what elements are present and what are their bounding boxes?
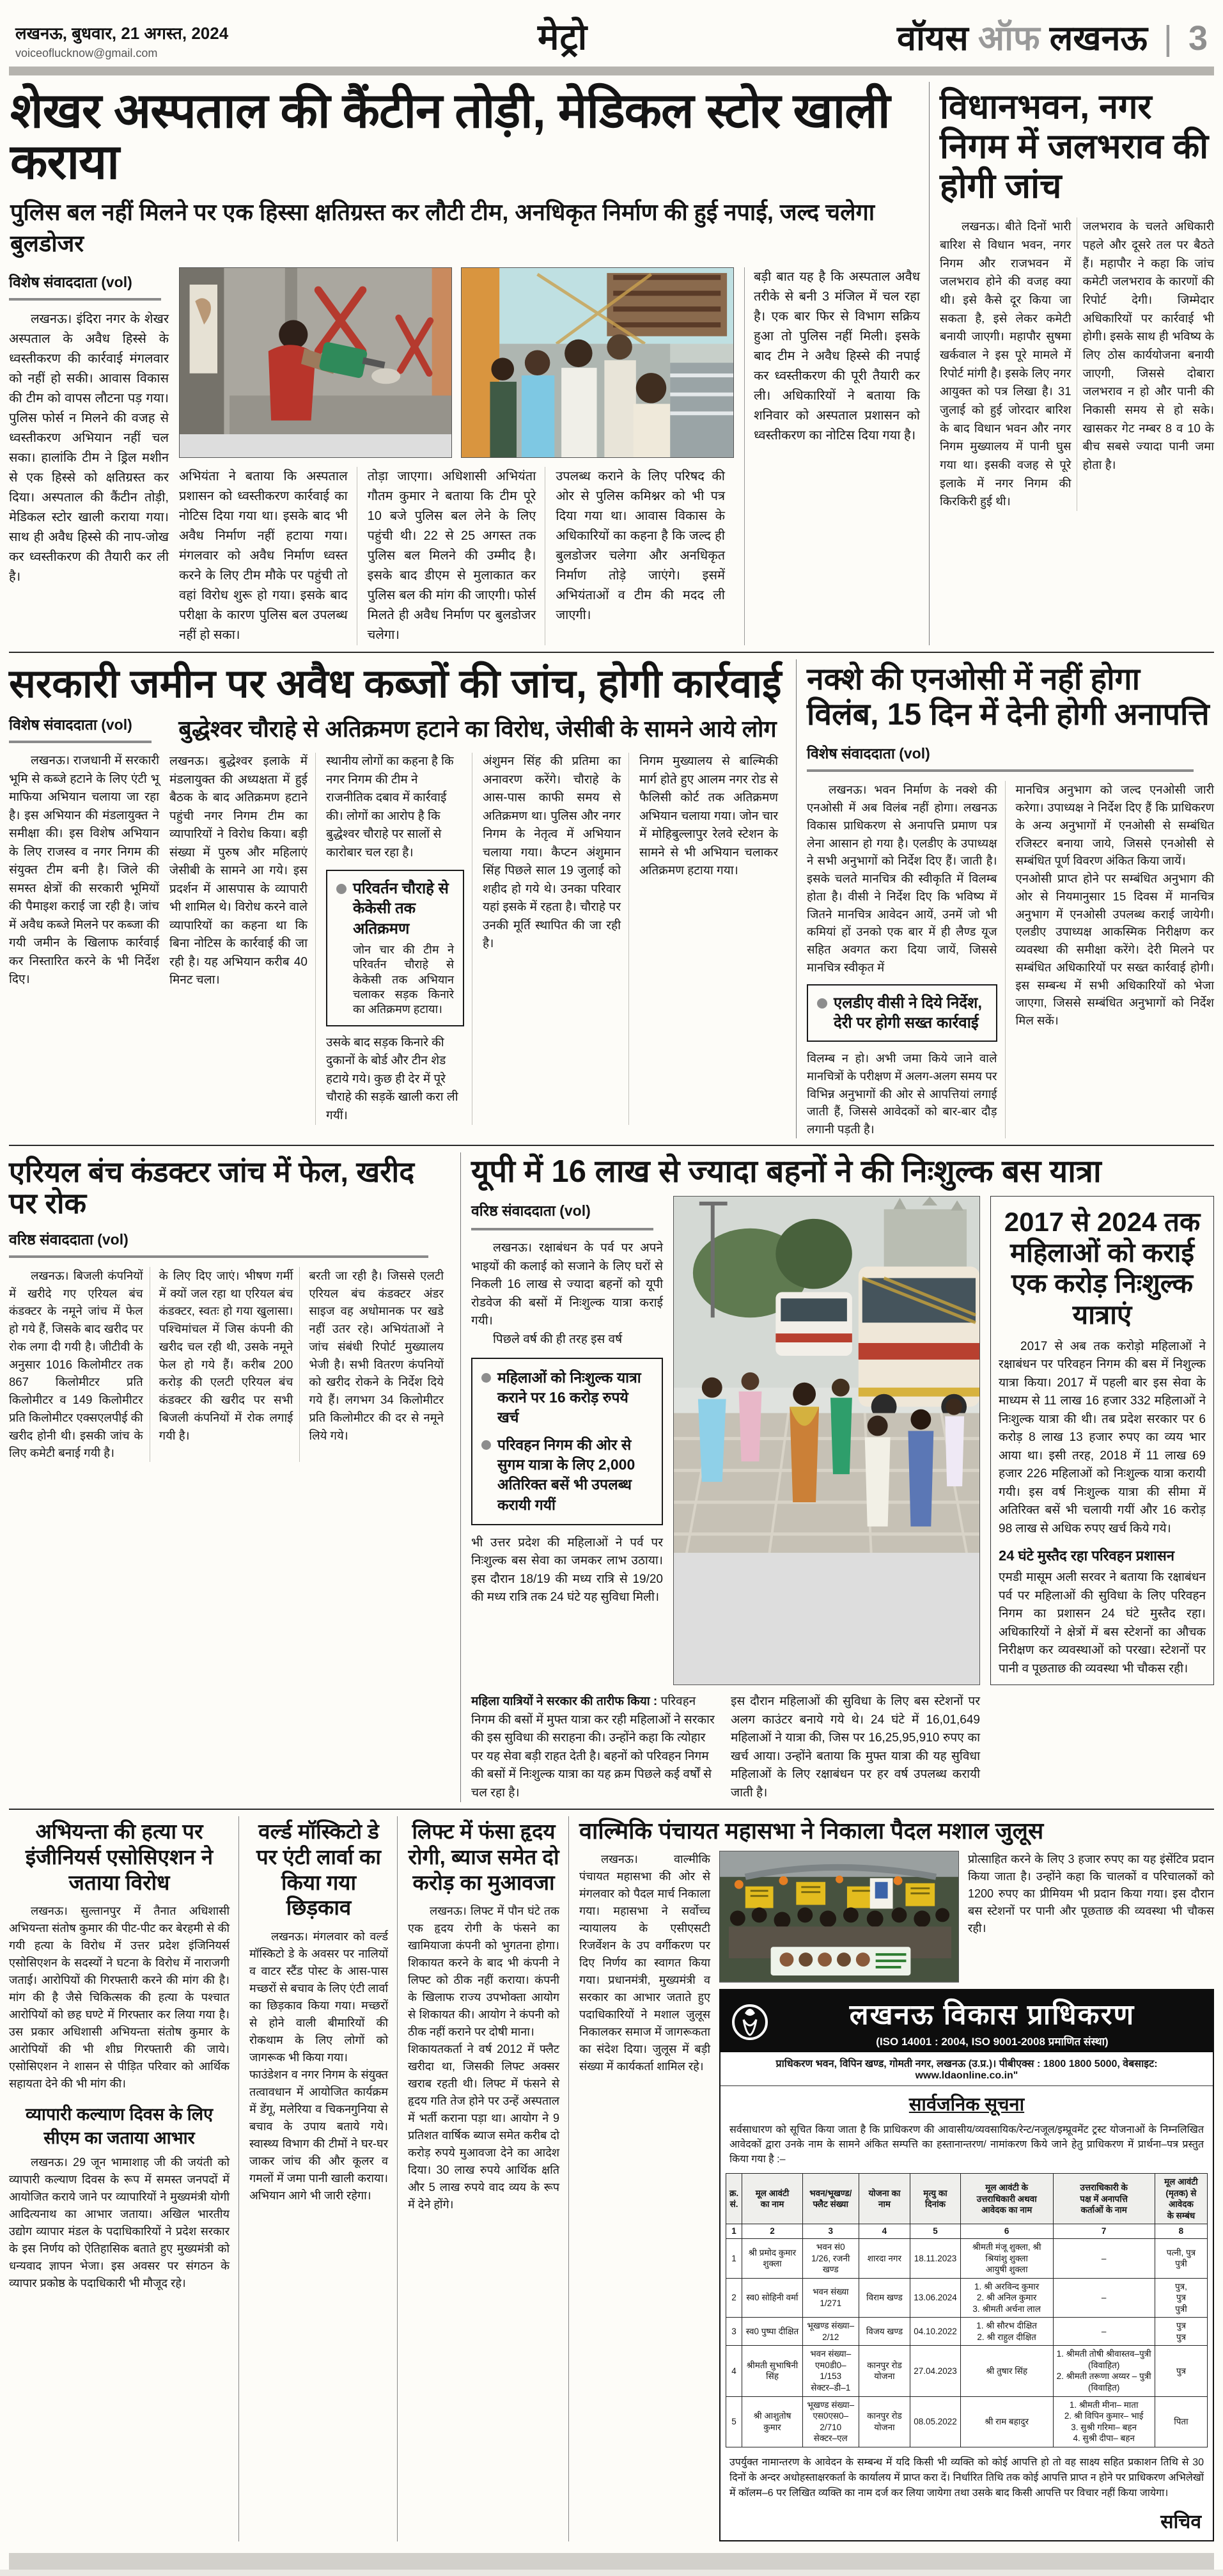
table-header-cell: भवन/भूखण्ड/ फ्लैट संख्या bbox=[802, 2174, 859, 2224]
table-cell: विजय खण्ड bbox=[859, 2318, 910, 2346]
article-column bbox=[326, 753, 472, 1125]
bullet-item bbox=[481, 1368, 653, 1427]
body-text: तोड़ा जाएगा। अधिशासी अभियंता गौतम कुमार ने बताया कि टीम पूरे 10 बजे पुलिस बल लेने के लिए पहुंची थी। 22 से 25 अगस्त तक पुलिस बल मिलने की उम्मीद है। इसके बाद डीएम से मुलाकात कर पुलिस बल की मांग की जाएगी। फोर्स मिलते ही अवैध निर्माण पर बुलडोजर चलेगा। bbox=[368, 467, 546, 645]
subhead: बुद्धेश्वर चौराहे से अतिक्रमण हटाने का विरोध, जेसीबी के सामने आये लोग bbox=[178, 716, 777, 742]
body-text: लखनऊ। इंदिरा नगर के शेखर अस्पताल के अवैध हिस्से के ध्वस्तीकरण की कार्रवाई मंगलवार को नहीं हो सकी। आवास विकास की टीम को वापस लौटना पड़ गया। पुलिस फोर्स न मिलने की वजह से ध्वस्तीकरण अभियान नहीं चल सका। हालांकि टीम ने ड्रिल मशीन से एक हिस्से को क्षतिग्रस्त कर दिया। अस्पताल की कैंटीन तोड़ी, मेडिकल स्टोर खाली कराया गया। साथ ही अवैध हिस्से की नाप-जोख कर ध्वस्तीकरण की तैयारी कर ली है। bbox=[9, 311, 169, 584]
lda-iso-line: (ISO 14001 : 2004, ISO 9001-2008 प्रमाणित संस्था) bbox=[876, 2035, 1109, 2048]
box-subhead: 24 घंटे मुस्तैद रहा परिवहन प्रशासन bbox=[999, 1548, 1175, 1564]
table-cell: श्री राम बहादुर bbox=[960, 2396, 1053, 2447]
lda-table bbox=[726, 2173, 1208, 2447]
section-divider bbox=[9, 652, 1214, 653]
table-cell: स्व0 सोहिनी वर्मा bbox=[742, 2278, 803, 2318]
free-rides-box bbox=[990, 1196, 1214, 1686]
body-text: लखनऊ। बिजली कंपनियों में खरीदे गए एरियल बंच कंडक्टर के नमूने जांच में फेल हो गये हैं, जिसके बाद खरीद पर रोक लगा दी गयी है। जीटीवी के अनुसार 1016 किलोमीटर तक 867 किलोमीटर प्रति किलोमीटर व 149 किलोमीटर प्रति किलोमीटर एक्सएलपीई की खरीद होनी थी। इसकी जांच के लिए कमेटी बनाई गयी है। bbox=[9, 1267, 150, 1462]
masthead-divider: | bbox=[1163, 19, 1172, 58]
notice-title: सार्वजनिक सूचना bbox=[908, 2094, 1025, 2115]
byline-rule bbox=[9, 1255, 428, 1258]
table-number-cell: 5 bbox=[910, 2224, 961, 2239]
body-text: परिवहन निगम की बसों में मुफ्त यात्रा कर रही महिलाओं ने सरकार की इस सुविधा की सराहना की। उन्होंने कहा कि त्योहार पर यह सेवा बड़ी राहत देती है। बहनों को परिवहन निगम की बसों में निःशुल्क यात्रा का यह क्रम पिछले कई वर्षों से चल रहा है। bbox=[471, 1695, 715, 1800]
body-text: निगम मुख्यालय से बाल्मिकी मार्ग होते हुए आलम नगर रोड से फैलिसी कोर्ट तक अतिक्रमण अभियान चलाया गया। जोन चार में मोहिबुल्लापुर रेलवे स्टेशन के सामने से भी अभियान चलाकर अतिक्रमण हटाया गया। bbox=[639, 755, 778, 878]
body-text: भी उत्तर प्रदेश की महिलाओं ने पर्व पर निःशुल्क बस सेवा का जमकर लाभ उठाया। इस दौरान 18/19 की मध्य रात्रि से 19/20 की मध्य रात्रि तक 24 घंटे यह सुविधा मिली। bbox=[471, 1535, 663, 1605]
body-text: पिछले वर्ष की ही तरह इस वर्ष bbox=[493, 1332, 623, 1346]
section-divider bbox=[9, 1145, 1214, 1146]
body-text: लखनऊ। वाल्मीकि पंचायत महासभा की ओर से मंगलवार को पैदल मार्च निकाला गया। महासभा ने सर्वोच्च न्यायालय के एसीएसटी रिजर्वेशन के उप वर्गीकरण पर दिए निर्णय का स्वागत किया गया। प्रधानमंत्री, मुख्यमंत्री व सरकार का आभार जताते हुए पदाधिकारियों ने मशाल जुलूस निकालकर समाज में जागरूकता का संदेश दिया। जुलूस में बड़ी संख्या में कार्यकर्ता शामिल रहे। bbox=[579, 1852, 710, 2073]
notice-intro: सर्वसाधारण को सूचित किया जाता है कि प्राधिकरण की आवासीय/व्यवसायिक/रेन्ट/नजूल/इम्प्रूवमेंट ट्रस्ट योजनाओं के निम्नलिखित आवेदकों द्वारा उनके नाम के सामने अंकित सम्पत्ति का हस्तानान्तरण/ नामांकरण किये जाने हेतु प्राधिकरण में प्रार्थना–पत्र प्रस्तुत किया गया है :– bbox=[729, 2124, 1204, 2165]
table-cell: पुत्र पुत्र bbox=[1155, 2318, 1207, 2346]
email-text: voiceoflucknow@gmail.com bbox=[15, 47, 158, 59]
body-text: एनओसी प्राप्त होने पर सम्बंधित अनुभाग की ओर से नियमानुसार 15 दिवस में मानचित्र अनुभाग में एनओसी उपलब्ध कराई जायेगी। एलडीए उपाध्यक्ष आकस्मिक निरीक्षण कर व्यवस्था की समीक्षा करेंगे। देरी मिलने पर सम्बंधित अधिकारियों पर सख्त कार्रवाई होगी। इस सम्बन्ध में सभी अधिकारियों को भेजा जाएगा, जिससे सम्बंधित अनुभागों को निर्देश मिल सकें। bbox=[1015, 872, 1214, 1028]
lda-address: प्राधिकरण भवन, विपिन खण्ड, गोमती नगर, लखनऊ (उ.प्र.)। पीबीएक्स : 1800 1800 5000, वेबसाइट: www.ldaonline.co.in" bbox=[721, 2052, 1213, 2086]
byline: विशेष संवाददाता (vol) bbox=[9, 273, 132, 290]
headline: यूपी में 16 लाख से ज्यादा बहनों ने की निःशुल्क बस यात्रा bbox=[471, 1154, 1102, 1189]
table-number-cell: 6 bbox=[960, 2224, 1053, 2239]
headline: सरकारी जमीन पर अवैध कब्जों की जांच, होगी कार्रवाई bbox=[9, 662, 782, 707]
bus-lower-columns bbox=[471, 1693, 980, 1802]
table-row bbox=[726, 2396, 1208, 2447]
table-cell: भूखण्ड संख्या– 2/12 bbox=[802, 2318, 859, 2346]
article-column bbox=[807, 781, 1006, 1138]
bullet-dot-icon bbox=[481, 1440, 491, 1450]
byline: वरिष्ठ संवाददाता (vol) bbox=[9, 1230, 129, 1248]
lda-public-notice bbox=[719, 1989, 1214, 2541]
table-number-cell: 7 bbox=[1053, 2224, 1155, 2239]
bullet-item bbox=[481, 1435, 653, 1514]
table-cell: श्रीमती सुभाषिनी सिंह bbox=[742, 2346, 803, 2396]
headline: अभियन्ता की हत्या पर इंजीनियर्स एसोसिएशन ने जताया विरोध bbox=[25, 1819, 214, 1894]
main-headline: शेखर अस्पताल की कैंटीन तोड़ी, मेडिकल स्टोर खाली कराया bbox=[10, 84, 890, 189]
table-cell: शारदा नगर bbox=[859, 2239, 910, 2279]
table-number-cell: 2 bbox=[742, 2224, 803, 2239]
headline: लिफ्ट में फंसा हृदय रोगी, ब्याज समेत दो करोड़ का मुआवजा bbox=[408, 1819, 559, 1894]
headline: वर्ल्ड मॉस्किटो डे पर एंटी लार्वा का किया गया छिड़काव bbox=[256, 1819, 381, 1920]
article-column bbox=[744, 267, 920, 646]
article-lift-compensation bbox=[408, 1816, 569, 2541]
table-cell: पिता bbox=[1155, 2396, 1207, 2447]
table-cell: श्री प्रमोद कुमार शुक्ला bbox=[742, 2239, 803, 2279]
table-cell: पुत्र, पुत्र पुत्री bbox=[1155, 2278, 1207, 2318]
bullet-dot-icon bbox=[481, 1373, 491, 1383]
table-row bbox=[726, 2346, 1208, 2396]
bottom-right-area bbox=[579, 1816, 1214, 2541]
byline-rule bbox=[9, 298, 161, 301]
table-cell: श्री आशुतोष कुमार bbox=[742, 2396, 803, 2447]
body-text: शिकायतकर्ता ने वर्ष 2012 में फ्लैट खरीदा था, जिसकी लिफ्ट अक्सर खराब रहती थी। लिफ्ट में फंसने से हृदय गति तेज होने पर उन्हें अस्पताल में भर्ती कराना पड़ा था। आयोग ने 9 प्रतिशत वार्षिक ब्याज समेत करीब दो करोड़ रुपये मुआवजा देने का आदेश दिया। 30 लाख रुपये आर्थिक क्षति और 5 लाख रुपये वाद व्यय के रूप में देने होंगे। bbox=[408, 2043, 559, 2211]
table-cell: 13.06.2024 bbox=[910, 2278, 961, 2318]
body-text: विलम्ब न हो। अभी जमा किये जाने वाले मानचित्रों के परीक्षण में अलग-अलग समय पर विभिन्न अनुभागों की ओर से आपत्तियां लगाई जाती हैं, जिससे आवेदकों को बार-बार दौड़ लगानी पड़ती है। bbox=[807, 1051, 997, 1136]
table-cell: 04.10.2022 bbox=[910, 2318, 961, 2346]
table-cell: स्व0 पुष्पा दीक्षित bbox=[742, 2318, 803, 2346]
article-mosquito-day bbox=[249, 1816, 398, 2541]
table-cell: पत्नी, पुत्र पुत्री bbox=[1155, 2239, 1207, 2279]
hospital-inspection-photo bbox=[461, 267, 734, 459]
table-cell: 1. श्रीमती मीना– माता 2. श्री विपिन कुमार– भाई 3. सुश्री गरिमा– बहन 4. सुश्री दीपा– बहन bbox=[1053, 2396, 1155, 2447]
byline-rule bbox=[471, 1228, 653, 1230]
table-cell: पुत्र bbox=[1155, 2346, 1207, 2396]
body-text: लखनऊ। भवन निर्माण के नक्शे की एनओसी में अब विलंब नहीं होगा। लखनऊ विकास प्राधिकरण से अनापत्ति प्रमाण पत्र लेना आसान हो गया है। एलडीए के उपाध्यक्ष ने सभी अनुभागों को निर्देश दिए हैं। जाती है। इसके चलते मानचित्र की स्वीकृति में विलम्ब होता है। वीसी ने निर्देश दिए कि भविष्य में जितने मानचित्र आवेदन आयें, उनमें जो भी कमियां हों उनको एक बार में ही लैण्ड यूज सहित अवगत करा दिया जायें, जिससे मानचित्र स्वीकृत में bbox=[807, 783, 997, 974]
highlight-box bbox=[326, 870, 464, 1026]
table-cell: कानपुर रोड योजना bbox=[859, 2346, 910, 2396]
article-column bbox=[471, 1693, 721, 1802]
body-text: उसके बाद सड़क किनारे की दुकानों के बोर्ड और टीन शेड हटाये गये। कुछ ही देर में पूरे चौराहे की सड़कें खाली करा ली गयीं। bbox=[326, 1035, 458, 1122]
secretary-signature: सचिव bbox=[1160, 2511, 1201, 2533]
table-cell: 08.05.2022 bbox=[910, 2396, 961, 2447]
body-text: बड़ी बात यह है कि अस्पताल अवैध तरीके से बनी 3 मंजिल में चल रहा है। एक बार फिर से विभाग सक्रिय हुआ तो पुलिस नहीं मिली। इसके बाद टीम ने अवैध हिस्से की नपाई कर ध्वस्तीकरण की पूरी तैयारी कर ली। अधिकारियों ने बताया कि शनिवार को अस्पताल प्रशासन को ध्वस्तीकरण का नोटिस दिया गया है। bbox=[754, 269, 920, 443]
article-jalbharav bbox=[929, 82, 1214, 645]
article-main bbox=[169, 710, 786, 1125]
page-header bbox=[9, 0, 1214, 64]
table-row bbox=[726, 2278, 1208, 2318]
table-cell: 1 bbox=[726, 2239, 742, 2279]
bottom-band bbox=[9, 1816, 1214, 2541]
byline: विशेष संवाददाता (vol) bbox=[807, 745, 930, 762]
header-divider-bar bbox=[9, 67, 1214, 75]
dateline-block bbox=[15, 21, 228, 60]
table-cell: 18.11.2023 bbox=[910, 2239, 961, 2279]
body-text: जलभराव के चलते अधिकारी पहले और दूसरे तल पर बैठते हैं। महापौर ने कहा कि जांच कमेटी जलभराव के कारणों की रिपोर्ट देगी। जिम्मेदार अधिकारियों पर कार्रवाई भी होगी। इसके साथ ही भविष्य के लिए ठोस कार्ययोजना बनायी जाएगी, जिससे दोबारा जलभराव न हो और पानी की निकासी समय से हो सके। खासकर गेट नम्बर 8 व 10 के बीच सबसे ज्यादा पानी जमा होता है। bbox=[1082, 219, 1214, 472]
box-body: एमडी मासूम अली सरवर ने बताया कि रक्षाबंधन पर्व पर महिलाओं की सुविधा के लिए परिवहन निगम का प्रशासन 24 घंटे मुस्तैद रहा। अधिकारियों ने क्षेत्रों में बस स्टेशनों का औचक निरीक्षण कर व्यवस्थाओं को परखा। स्टेशनों पर पानी व पूछताछ की व्यवस्था भी चौकस रही। bbox=[999, 1571, 1206, 1676]
table-header-row bbox=[726, 2174, 1208, 2224]
masthead-word: लखनऊ bbox=[1049, 19, 1148, 58]
article-free-bus bbox=[460, 1152, 1214, 1803]
table-cell: 27.04.2023 bbox=[910, 2346, 961, 2396]
lda-logo bbox=[729, 2000, 770, 2041]
table-number-cell: 3 bbox=[802, 2224, 859, 2239]
third-band bbox=[9, 1152, 1214, 1803]
body-text: फाउंडेशन व नगर निगम के संयुक्त तत्वावधान में आयोजित कार्यक्रम में डेंगू, मलेरिया व चिकनगुनिया से बचाव के उपाय बताये गये। स्वास्थ्य विभाग की टीमों ने घर-घर जाकर जांच की और कूलर व गमलों में जमा पानी खाली कराया। अभियान आगे भी जारी रहेगा। bbox=[249, 2068, 388, 2202]
byline-rule bbox=[807, 769, 1194, 772]
body-text: प्रोत्साहित करने के लिए 3 हजार रुपए का यह इंसेंटिव प्रदान किया जाता है। उन्होंने कहा कि चालकों व परिचालकों को 1200 रुपए का प्रीमियम भी प्रदान किया गया। इस दौरान बस स्टेशनों पर पानी और पूछताछ की व्यवस्था भी चौकस रही। bbox=[968, 1852, 1214, 1935]
table-cell: 2 bbox=[726, 2278, 742, 2318]
table-row bbox=[726, 2239, 1208, 2279]
table-cell: 3 bbox=[726, 2318, 742, 2346]
article-column bbox=[9, 267, 169, 646]
body-text: लखनऊ। रक्षाबंधन के पर्व पर अपने भाइयों की कलाई को सजाने के लिए घरों से निकली 16 लाख से ज्यादा बहनों को यूपी रोडवेज की बसों में निःशुल्क यात्रा कराई गयी। bbox=[471, 1241, 663, 1328]
body-text: बरती जा रही है। जिससे एलटी एरियल बंच कंडक्टर अंडर साइज वह अधोमानक पर खडे नहीं उतर रहे। अभियंताओं ने जांच संबंधी रिपोर्ट मुख्यालय भेजी है। सभी वितरण कंपनियों को खरीद रोकने के निर्देश दिये गये हैं। लगभग 34 किलोमीटर प्रति किलोमीटर की दर से नमूने लिये गये। bbox=[309, 1268, 444, 1442]
table-cell: 4 bbox=[726, 2346, 742, 2396]
article-noc bbox=[796, 659, 1214, 1138]
box-title: 2017 से 2024 तक महिलाओं को कराई एक करोड़ निःशुल्क यात्राएं bbox=[1004, 1206, 1201, 1330]
byline: वरिष्ठ संवाददाता (vol) bbox=[471, 1202, 591, 1219]
body-text: मानचित्र अनुभाग को जल्द एनओसी जारी करेगा। उपाध्यक्ष ने निर्देश दिए हैं कि प्राधिकरण के अन्य अनुभागों में एनओसी से सम्बंधित रजिस्टर बनाया जाये, जिससे एनओसी से सम्बंधित पूर्ण विवरण अंकित किया जायें। bbox=[1015, 783, 1214, 868]
highlight-body: जोन चार की टीम ने परिवर्तन चौराहे से केकेसी तक अभियान चलाकर सड़क किनारे का अतिक्रमण हटाया। bbox=[353, 943, 454, 1016]
table-cell: भवन संख्या– एम0डी0–1/153 सेक्टर–डी–1 bbox=[802, 2346, 859, 2396]
table-row bbox=[726, 2318, 1208, 2346]
body-text: अंशुमन सिंह की प्रतिमा का अनावरण करेंगे। चौराहे के आस-पास काफी समय से अतिक्रमण था। पुलिस और नगर निगम के नेतृत्व में अभियान चलाया गया। कैप्टन अंशुमान सिंह पिछले साल 19 जुलाई को शहीद हो गये थे। उनका परिवार यहां इसके में रहता है। चौराहे पर उनकी मूर्ति स्थापित की जा रही है। bbox=[483, 753, 629, 1125]
article-column bbox=[9, 710, 159, 1125]
table-cell: 5 bbox=[726, 2396, 742, 2447]
lda-banner bbox=[721, 1990, 1213, 2052]
table-header-cell: मृत्यु का दिनांक bbox=[910, 2174, 961, 2224]
article-aerial-conductor bbox=[9, 1152, 450, 1803]
table-cell: विराम खण्ड bbox=[859, 2278, 910, 2318]
table-cell: श्रीमती मंजू शुक्ला, श्री श्रियांशु शुक्ला आयुषी शुक्ला bbox=[960, 2239, 1053, 2279]
body-text: लखनऊ। राजधानी में सरकारी भूमि से कब्जे हटाने के लिए एंटी भू माफिया अभियान चलाया जा रहा है। इस अभियान की मंडलायुक्त ने समीक्षा की। इस विशेष अभियान के लिए राजस्व व नगर निगम की संयुक्त टीम बनी है। जिले की समस्त क्षेत्रों की सरकारी भूमियों की पैमाइश कराई जा रही है। जांच में अवैध कब्जे मिलने पर कब्जा की गयी जमीन के खिलाफ कार्रवाई कर निस्तारित करने के भी निर्देश दिए। bbox=[9, 754, 159, 987]
table-cell: 1. श्री अरविन्द कुमार 2. श्री अनिल कुमार 3. श्रीमती अर्चना लाल bbox=[960, 2278, 1053, 2318]
subhead: व्यापारी कल्याण दिवस के लिए सीएम का जताया आभार bbox=[25, 2105, 214, 2148]
article-encroachment bbox=[9, 659, 786, 1138]
masthead-word: वॉयस bbox=[896, 19, 969, 58]
section-divider bbox=[9, 1809, 1214, 1810]
table-cell: श्री तुषार सिंह bbox=[960, 2346, 1053, 2396]
valmiki-right-stack bbox=[719, 1851, 1214, 2541]
table-number-cell: 8 bbox=[1155, 2224, 1207, 2239]
bullet-dot-icon bbox=[817, 998, 827, 1009]
bus-station-photo bbox=[673, 1196, 980, 1686]
bullet-text: परिवहन निगम की ओर से सुगम यात्रा के लिए 2,000 अतिरिक्त बसें भी उपलब्ध करायी गयीं bbox=[497, 1436, 635, 1513]
table-cell: कानपुर रोड योजना bbox=[859, 2396, 910, 2447]
body-text: लखनऊ। लिफ्ट में पौन घंटे तक एक हृदय रोगी के फंसने का खामियाजा कंपनी को भुगतना होगा। शिकायत करने के बाद भी कंपनी ने लिफ्ट को ठीक नहीं कराया। कंपनी के खिलाफ राज्य उपभोक्ता आयोग से शिकायत की। आयोग ने कंपनी को ठीक नहीं कराने पर दोषी माना। bbox=[408, 1905, 559, 2039]
highlight-title: एलडीए वीसी ने दिये निर्देश, देरी पर होगी सख्त कार्रवाई bbox=[834, 994, 983, 1032]
bullet-text: महिलाओं को निःशुल्क यात्रा कराने पर 16 करोड़ रुपये खर्च bbox=[497, 1369, 641, 1426]
headline: विधानभवन, नगर निगम में जलभराव की होगी जांच bbox=[940, 88, 1209, 206]
article-column bbox=[1016, 781, 1215, 1138]
byline-rule bbox=[9, 741, 152, 743]
body-text: लखनऊ। सुल्तानपुर में तैनात अधिशासी अभियन्ता संतोष कुमार की पीट-पीट कर बेरहमी से की गयी हत्या के विरोध में उत्तर प्रदेश इंजिनियर्स एसोसिएशन के सदस्यों ने घटना के विरोध में नाराजगी जताई। आरोपियों की गिरफ्तारी करने की मांग की है। मांग की है जैसे चिकित्सक की हत्या के पश्चात आरोपियों को छह घण्टे में गिरफ्तार कर लिया गया है। उस प्रकार अधिशासी अभियन्ता संतोष कुमार के आरोपियों की भी शीघ्र गिरफ्तारी की जाये। एसोसिएशन ने शासन से पीड़ित परिवार को आर्थिक सहायता देने की भी मांग की। bbox=[9, 1905, 230, 2091]
body-text: लखनऊ। बीते दिनों भारी बारिश से विधान भवन, नगर निगम और राजभवन में जलभराव होने की वजह क्या थी। इसे कैसे दूर किया जा सकता है, इसे लेकर कमेटी बनायी जाएगी। महापौर सुषमा खर्कवाल ने इस पूरे मामले में रिपोर्ट मांगी है। इसके लिए नगर आयुक्त को पत्र लिखा है। 31 जुलाई को हुई जोरदार बारिश के बाद विधान भवन और नगर निगम मुख्यालय में पानी घुस गया था। इसकी वजह से पूरे इलाके में नगर निगम की किरकिरी हुई थी। bbox=[940, 219, 1071, 508]
body-text: लखनऊ। बुद्धेश्वर इलाके में मंडलायुक्त की अध्यक्षता में हुई बैठक के बाद अतिक्रमण हटाने पहुंची नगर निगम टीम का व्यापारियों ने विरोध किया। बड़ी संख्या में पुरुष और महिलाएं जेसीबी के सामने आ गये। इस प्रदर्शन में आसपास के व्यापारी भी शामिल थे। विरोध करने वाले व्यापारियों का कहना था कि बिना नोटिस के कार्रवाई की जा रही है। यह अभियान करीब 40 मिनट चला। bbox=[169, 753, 316, 1125]
article-shekhar-hospital bbox=[9, 82, 920, 645]
inline-subhead: महिला यात्रियों ने सरकार की तारीफ किया : bbox=[471, 1695, 658, 1709]
body-text: स्थानीय लोगों का कहना है कि नगर निगम की टीम ने राजनीतिक दबाव में कार्रवाई की। लोगों का आरोप है कि बुद्धेश्वर चौराहे पर सालों से कारोबार चल रहा है। bbox=[326, 755, 454, 860]
table-header-cell: मूल आवंटी के उत्तराधिकारी अथवा आवेदक का नाम bbox=[960, 2174, 1053, 2224]
table-cell: 1. श्री सौरभ दीक्षित 2. श्री राहुल दीक्षित bbox=[960, 2318, 1053, 2346]
table-cell: 1. श्रीमती तोषी श्रीवास्तव–पुत्री (विवाहित) 2. श्रीमती तरूणा अय्यर – पुत्री (विवाहित) bbox=[1053, 2346, 1155, 2396]
byline: विशेष संवाददाता (vol) bbox=[9, 716, 132, 734]
main-subhead: पुलिस बल नहीं मिलने पर एक हिस्सा क्षतिग्रस्त कर लौटी टीम, अनधिकृत निर्माण की हुई नपाई, जल्द चलेगा बुलडोजर bbox=[10, 198, 875, 256]
page-number: 3 bbox=[1188, 19, 1208, 58]
headline: नक्शे की एनओसी में नहीं होगा विलंब, 15 दिन में देनी होगी अनापत्ति bbox=[807, 663, 1210, 732]
body-text: के लिए दिए जाएं। भीषण गर्मी में क्यों जल रहा था एरियल बंच कंडक्टर, स्वतः हो गया खुलासा। पश्चिमांचल में जिस कंपनी की खरीद चल रही थी, उसके नमूने फेल हो गये हैं। करीब 200 करोड़ की एलटी एरियल बंच कंडक्टर की खरीद पर सभी बिजली कंपनियों में रोक लगाई गयी है। bbox=[159, 1267, 300, 1462]
bullet-box bbox=[471, 1358, 663, 1525]
body-text: लखनऊ। 29 जून भामाशाह जी की जयंती को व्यापारी कल्याण दिवस के रूप में समस्त जनपदों में आयोजित कराये जाने पर व्यापारियों ने मुख्यमंत्री योगी आदित्यनाथ का आभार जताया। अखिल भारतीय उद्योग व्यापार मंडल के पदाधिकारियों ने प्रदेश सरकार के इस निर्णय को ऐतिहासिक बताते हुए मुख्यमंत्री को धन्यवाद ज्ञापन भेजा। इस अवसर पर संगठन के व्यापार प्रकोष्ठ के पदाधिकारी भी मौजूद रहे। bbox=[9, 2156, 230, 2290]
table-number-row bbox=[726, 2224, 1208, 2239]
table-cell: – bbox=[1053, 2239, 1155, 2279]
headline: वाल्मिकि पंचायत महासभा ने निकाला पैदल मशाल जुलूस bbox=[579, 1818, 1044, 1844]
table-number-cell: 4 bbox=[859, 2224, 910, 2239]
table-header-cell: मूल आवंटी (मृतक) से आवेदक के सम्बंध bbox=[1155, 2174, 1207, 2224]
table-header-cell: उत्तराधिकारी के पक्ष में अनापत्ति कर्ताओं के नाम bbox=[1053, 2174, 1155, 2224]
date-line: लखनऊ, बुधवार, 21 अगस्त, 2024 bbox=[15, 24, 229, 43]
masthead-word: ऑफ bbox=[978, 19, 1040, 58]
torch-march-photo bbox=[719, 1851, 959, 1983]
table-cell: – bbox=[1053, 2318, 1155, 2346]
table-header-cell: क्र. सं. bbox=[726, 2174, 742, 2224]
table-cell: भवन संख्या 1/271 bbox=[802, 2278, 859, 2318]
box-body: 2017 से अब तक करोड़ो महिलाओं ने रक्षाबंधन पर परिवहन निगम की बस में निशुल्क यात्रा किया। 2017 में पहली बार इस सेवा के माध्यम से 11 लाख 16 हजार 332 महिलाओं ने निःशुल्क यात्रा की थी। तब प्रदेश सरकार पर 6 करोड़ 8 लाख 13 हजार रुपए का व्यय भार आया था। इसी तरह, 2018 में 11 लाख 69 हजार 226 महिलाओं को निःशुल्क यात्रा करायी गयी। इस वर्ष निःशुल्क यात्रा की सीमा में अतिरिक्त बसें भी चलायी गयीं और 16 करोड़ 98 लाख से अधिक रुपए खर्च किये गये। bbox=[999, 1339, 1206, 1535]
body-text: अभियंता ने बताया कि अस्पताल प्रशासन को ध्वस्तीकरण कार्रवाई का नोटिस दिया गया था। इसके बाद भी अवैध निर्माण नहीं हटाया गया। मंगलवार को अवैध निर्माण ध्वस्त करने के लिए टीम मौके पर पहुंची तो वहां विरोध शुरू हो गया। इसके बाद परीक्षा के कारण पुलिस बल उपलब्ध नहीं हो सका। bbox=[179, 467, 357, 645]
page-footer-bar bbox=[9, 2553, 1214, 2570]
article-column bbox=[471, 1196, 663, 1686]
middle-band bbox=[9, 659, 1214, 1138]
highlight-title: परिवर्तन चौराहे से केकेसी तक अतिक्रमण bbox=[353, 880, 449, 938]
section-title: मेट्रो bbox=[537, 17, 588, 57]
table-number-cell: 1 bbox=[726, 2224, 742, 2239]
table-header-cell: योजना का नाम bbox=[859, 2174, 910, 2224]
masthead bbox=[897, 13, 1208, 60]
highlight-box bbox=[807, 984, 997, 1042]
body-text: इस दौरान महिलाओं की सुविधा के लिए बस स्टेशनों पर अलग काउंटर बनाये गये थे। 24 घंटे में 16,01,649 महिलाओं ने यात्रा की, जिस पर 16,25,95,910 रुपए का खर्च आया। उन्होंने बताया कि मुफ्त यात्रा की यह सुविधा महिलाओं के लिए रक्षाबंधन पर हर वर्ष उपलब्ध करायी जाती है। bbox=[731, 1695, 980, 1800]
article-center bbox=[179, 267, 734, 646]
lda-title: लखनऊ विकास प्राधिकरण bbox=[849, 1999, 1135, 2030]
bullet-dot-icon bbox=[336, 884, 347, 894]
table-header-cell: मूल आवंटी का नाम bbox=[742, 2174, 803, 2224]
notice-footer: उपर्युक्त नामान्तरण के आवेदन के सम्बन्ध में यदि किसी भी व्यक्ति को कोई आपत्ति हो तो वह साक्ष्य सहित प्रकाशन तिथि से 30 दिनों के अन्दर अधोहस्ताक्षरकर्ता के कार्यालय में प्राप्त करा दें। निर्धारित तिथि तक कोई आपत्ति प्राप्त न होने पर प्राधिकरण अभिलेखों में कॉलम–6 पर लिखित व्यक्ति का नाम दर्ज कर लिया जायेगा तथा उसके बाद किसी आपत्ति पर विचार नहीं किया जायेगा। bbox=[729, 2456, 1204, 2499]
body-text: लखनऊ। मंगलवार को वर्ल्ड मॉस्किटो डे के अवसर पर नालियों व वाटर स्टैंड पोस्ट के आस-पास मच्छरों से बचाव के लिए एंटी लार्वा का छिड़काव किया गया। मच्छरों से होने वाली बीमारियों की रोकथाम के लिए लोगों को जागरूक भी किया गया। bbox=[249, 1929, 388, 2064]
top-band bbox=[9, 82, 1214, 645]
table-cell: भवन सं0 1/26, रजनी खण्ड bbox=[802, 2239, 859, 2279]
headline: एरियल बंच कंडक्टर जांच में फेल, खरीद पर रोक bbox=[9, 1155, 415, 1220]
demolition-photo bbox=[179, 267, 452, 459]
article-engineers-protest bbox=[9, 1816, 239, 2541]
table-cell: भूखण्ड संख्या– एस0एस0–2/710 सेक्टर–एल bbox=[802, 2396, 859, 2447]
table-cell: – bbox=[1053, 2278, 1155, 2318]
body-text: उपलब्ध कराने के लिए परिषद की ओर से पुलिस कमिश्नर को भी पत्र दिया गया था। आवास विकास के अधिकारियों का कहना है कि जल्द ही बुलडोजर चलेगा और अनधिकृत निर्माण तोड़े जाएंगे। इसमें अभियंताओं व टीम की मदद ली जाएगी। bbox=[556, 469, 725, 623]
